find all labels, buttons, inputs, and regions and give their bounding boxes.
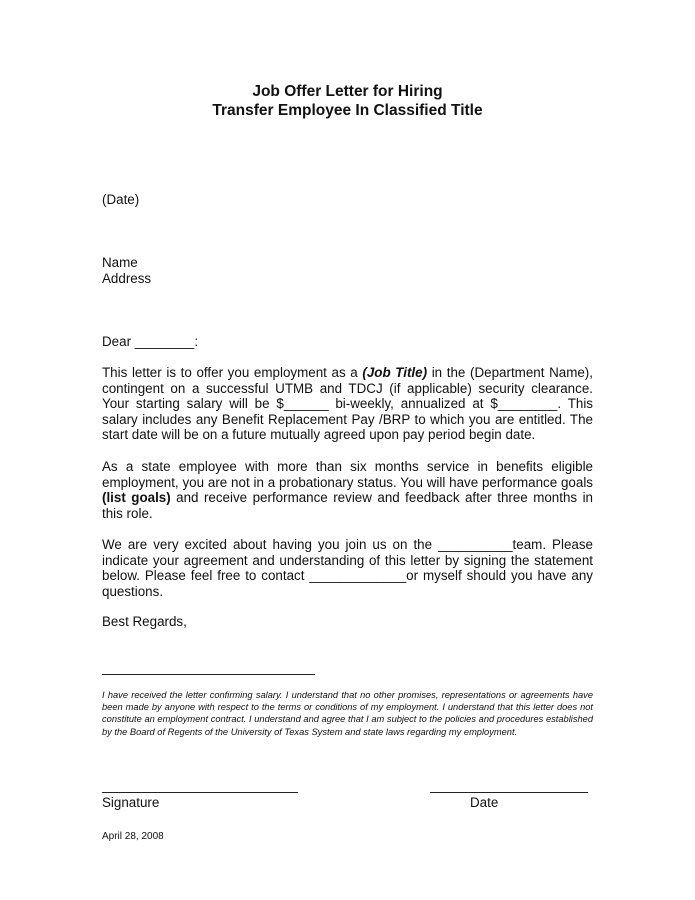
recipient-name: Name xyxy=(102,255,138,270)
letter-title xyxy=(0,82,695,120)
signature-label: Signature xyxy=(102,795,160,810)
paragraph-welcome: We are very excited about having you join us on the __________team. Please indicate your agreement and understanding of this letter by signing the statement below. Please feel free to contact _____________or myself should you have any questions. xyxy=(102,537,593,599)
paragraph-status xyxy=(102,459,593,521)
title-line-2: Transfer Employee In Classified Title xyxy=(212,102,483,119)
date-placeholder: (Date) xyxy=(102,192,140,207)
salutation xyxy=(102,334,593,350)
signature-line xyxy=(102,792,298,793)
closing: Best Regards, xyxy=(102,614,187,629)
status-text-b: and receive performance review and feedback after three months in this role. xyxy=(102,490,593,521)
paragraph-offer xyxy=(102,365,593,443)
acknowledgement-statement: I have received the letter confirming salary. I understand that no other promises, representations or agreements have been made by anyone with respect to the terms or conditions of my employment. I understand that this letter does not constitute an employment contract. I understand and agree that I am subject to the policies and procedures established by the Board of Regents of the University of Texas System and state laws regarding my employment. xyxy=(102,690,593,737)
salutation-word: Dear xyxy=(102,334,132,349)
footer-date: April 28, 2008 xyxy=(102,831,164,842)
writer-signature-line xyxy=(102,674,315,675)
status-text-a: As a state employee with more than six months service in benefits eligible employment, you are not in a probationary status. You will have performance goals xyxy=(102,459,593,490)
date-line xyxy=(430,792,588,793)
recipient-address: Address xyxy=(102,271,152,286)
date-label: Date xyxy=(470,795,499,810)
job-title-placeholder: (Job Title) xyxy=(362,365,428,380)
title-line-1: Job Offer Letter for Hiring xyxy=(252,83,443,100)
list-goals-placeholder: (list goals) xyxy=(102,490,171,506)
offer-text-a: This letter is to offer you employment as a xyxy=(102,365,363,380)
offer-text-b: in the (Department Name), contingent on a successful UTMB and TDCJ (if applicable) security clearance. Your starting salary will be $______ bi-weekly, annualized at $________. This salary includes any Benefit Replacement Pay /BRP to which you are entitled. The start date will be on a future mutually agreed upon pay period begin date. xyxy=(102,365,593,443)
salutation-blank: ________: xyxy=(134,334,199,349)
